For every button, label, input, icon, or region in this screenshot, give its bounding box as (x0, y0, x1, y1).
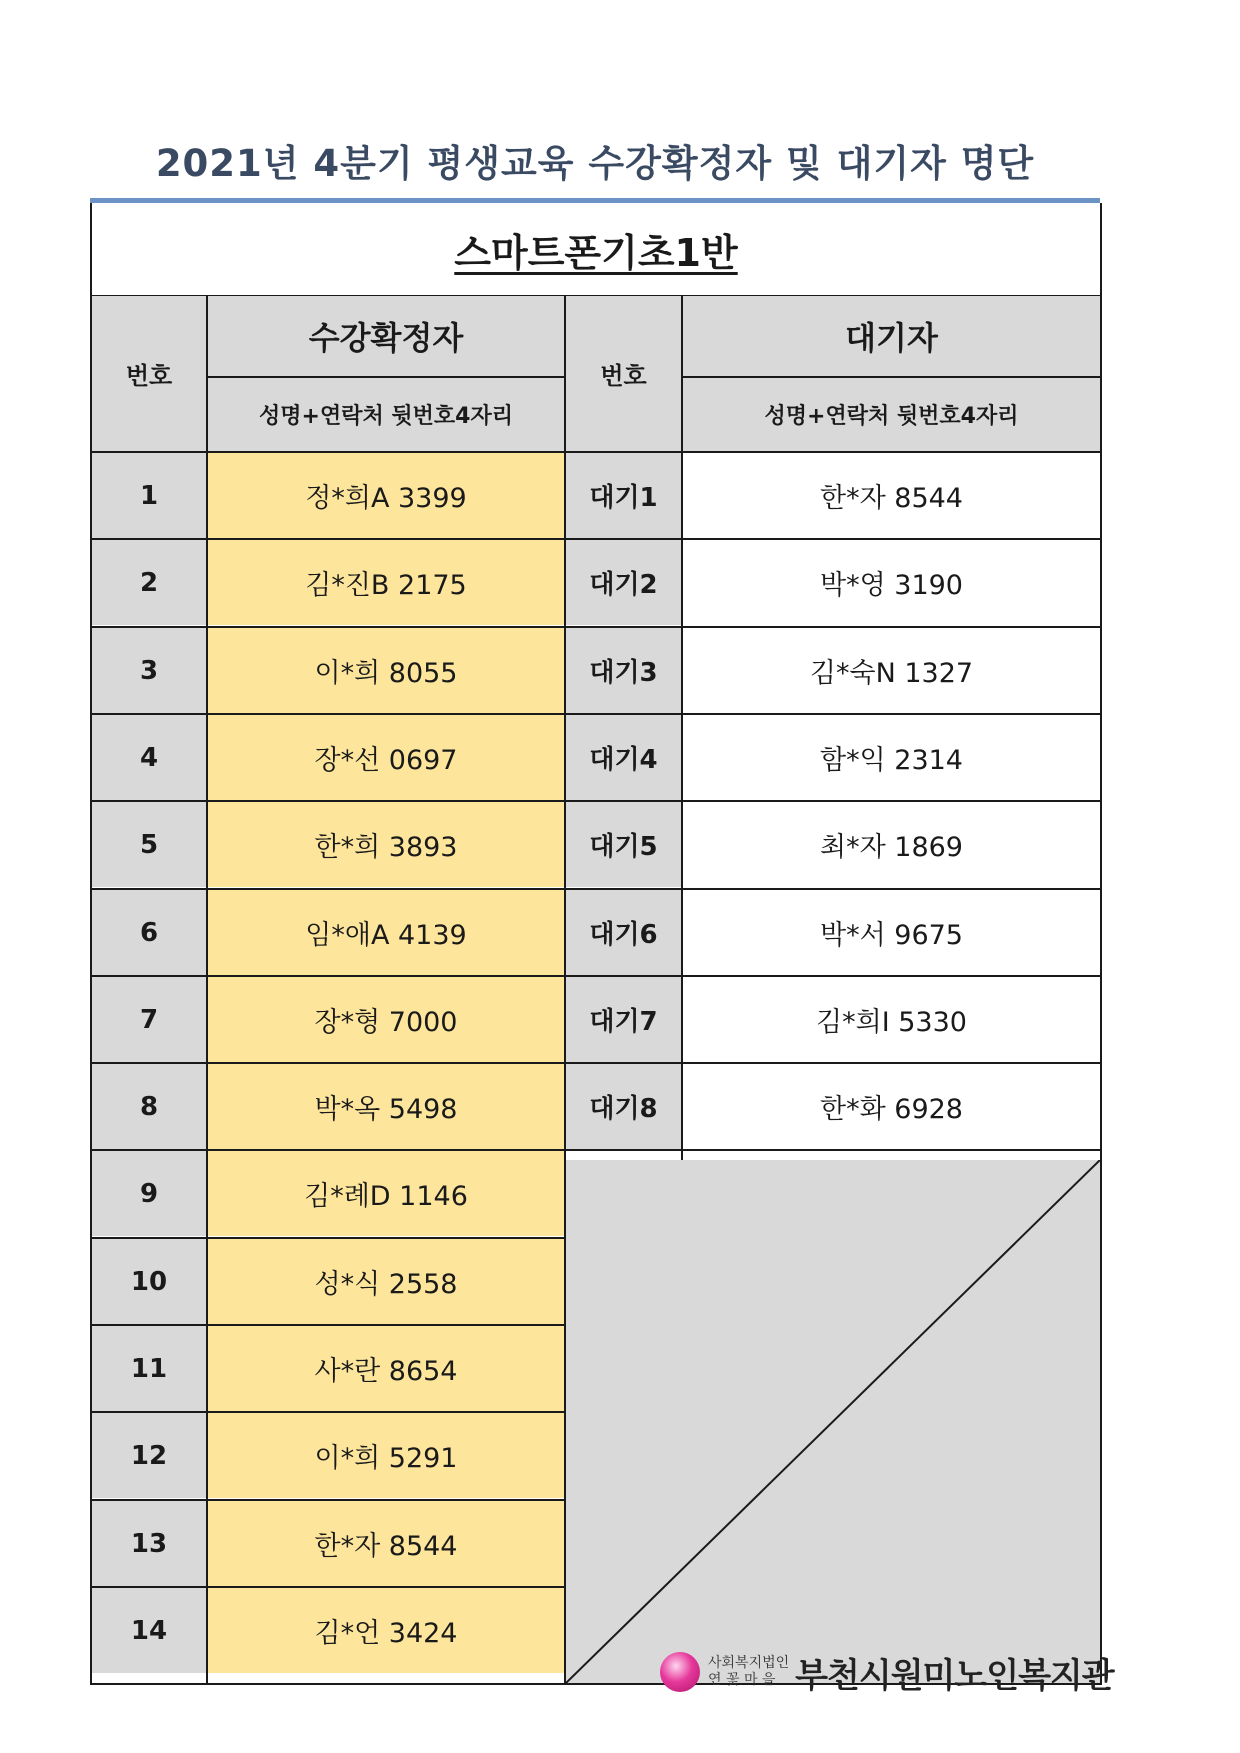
waiting-number: 대기5 (566, 802, 681, 887)
confirmed-name: 김*진B 2175 (208, 540, 564, 625)
organization-logo (660, 1647, 1140, 1697)
grid-line (92, 1499, 566, 1501)
grid-line (92, 800, 566, 802)
class-header (92, 203, 1100, 297)
grid-line (92, 626, 566, 628)
confirmed-number: 8 (92, 1064, 206, 1149)
waiting-name: 김*희I 5330 (683, 977, 1100, 1062)
waiting-number: 대기4 (566, 715, 681, 800)
waiting-header: 대기자 (683, 296, 1100, 376)
waiting-number: 대기6 (566, 890, 681, 975)
confirmed-name: 한*희 3893 (208, 802, 564, 887)
confirmed-number-header: 번호 (92, 296, 206, 451)
confirmed-number: 11 (92, 1326, 206, 1411)
grid-line (681, 295, 683, 1160)
confirmed-name: 박*옥 5498 (208, 1064, 564, 1149)
grid-line (92, 1237, 566, 1239)
grid-line (564, 626, 1100, 628)
confirmed-name: 사*란 8654 (208, 1326, 564, 1411)
waiting-subheader: 성명+연락처 뒷번호4자리 (683, 378, 1100, 451)
confirmed-number: 14 (92, 1588, 206, 1673)
grid-line (206, 295, 208, 1683)
confirmed-number: 6 (92, 890, 206, 975)
grid-line (564, 1062, 1100, 1064)
confirmed-name: 이*희 5291 (208, 1413, 564, 1498)
grid-line (206, 376, 564, 378)
confirmed-number: 9 (92, 1151, 206, 1236)
confirmed-number: 4 (92, 715, 206, 800)
waiting-name: 한*자 8544 (683, 453, 1100, 538)
waiting-number: 대기7 (566, 977, 681, 1062)
confirmed-name: 김*언 3424 (208, 1588, 564, 1673)
grid-line (92, 1586, 566, 1588)
grid-line (92, 538, 566, 540)
grid-line (92, 1062, 566, 1064)
confirmed-number: 3 (92, 628, 206, 713)
grid-line (564, 538, 1100, 540)
page-title: 2021년 4분기 평생교육 수강확정자 및 대기자 명단 (155, 142, 1035, 185)
waiting-number: 대기3 (566, 628, 681, 713)
grid-line (92, 888, 566, 890)
grid-line (92, 1324, 566, 1326)
grid-line (564, 888, 1100, 890)
class-name: 스마트폰기초1반 (454, 230, 738, 275)
confirmed-name: 장*형 7000 (208, 977, 564, 1062)
logo-subtitle-bottom: 연 꽃 마 을 (708, 1672, 776, 1688)
roster-table (90, 203, 1102, 1685)
logo-subtitle-top: 사회복지법인 (708, 1655, 790, 1671)
waiting-name: 함*익 2314 (683, 715, 1100, 800)
confirmed-name: 이*희 8055 (208, 628, 564, 713)
confirmed-number: 10 (92, 1239, 206, 1324)
confirmed-subheader: 성명+연락처 뒷번호4자리 (208, 378, 564, 451)
confirmed-name: 성*식 2558 (208, 1239, 564, 1324)
grid-line (564, 800, 1100, 802)
confirmed-header: 수강확정자 (208, 296, 564, 376)
waiting-name: 박*서 9675 (683, 890, 1100, 975)
confirmed-number: 2 (92, 540, 206, 625)
confirmed-name: 김*례D 1146 (208, 1151, 564, 1236)
confirmed-number: 5 (92, 802, 206, 887)
organization-name: 부천시원미노인복지관 (795, 1655, 1114, 1696)
waiting-number: 대기1 (566, 453, 681, 538)
confirmed-number: 13 (92, 1501, 206, 1586)
waiting-number: 대기8 (566, 1064, 681, 1149)
confirmed-name: 임*애A 4139 (208, 890, 564, 975)
grid-line (92, 975, 566, 977)
grid-line (564, 713, 1100, 715)
confirmed-number: 7 (92, 977, 206, 1062)
waiting-number: 대기2 (566, 540, 681, 625)
grid-line (681, 376, 1100, 378)
grid-line (564, 975, 1100, 977)
grid-line (92, 713, 566, 715)
grid-line (92, 1149, 566, 1151)
grid-line (564, 295, 566, 1683)
waiting-number-header: 번호 (566, 296, 681, 451)
waiting-name: 한*화 6928 (683, 1064, 1100, 1149)
waiting-name: 최*자 1869 (683, 802, 1100, 887)
grid-line (564, 1149, 1100, 1151)
confirmed-number: 1 (92, 453, 206, 538)
confirmed-name: 장*선 0697 (208, 715, 564, 800)
diagonal-slash (566, 1160, 1100, 1683)
confirmed-name: 정*희A 3399 (208, 453, 564, 538)
confirmed-name: 한*자 8544 (208, 1501, 564, 1586)
grid-line (92, 451, 1100, 453)
waiting-name: 김*숙N 1327 (683, 628, 1100, 713)
confirmed-number: 12 (92, 1413, 206, 1498)
grid-line (92, 1411, 566, 1413)
waiting-name: 박*영 3190 (683, 540, 1100, 625)
lotus-logo-icon (660, 1652, 700, 1692)
